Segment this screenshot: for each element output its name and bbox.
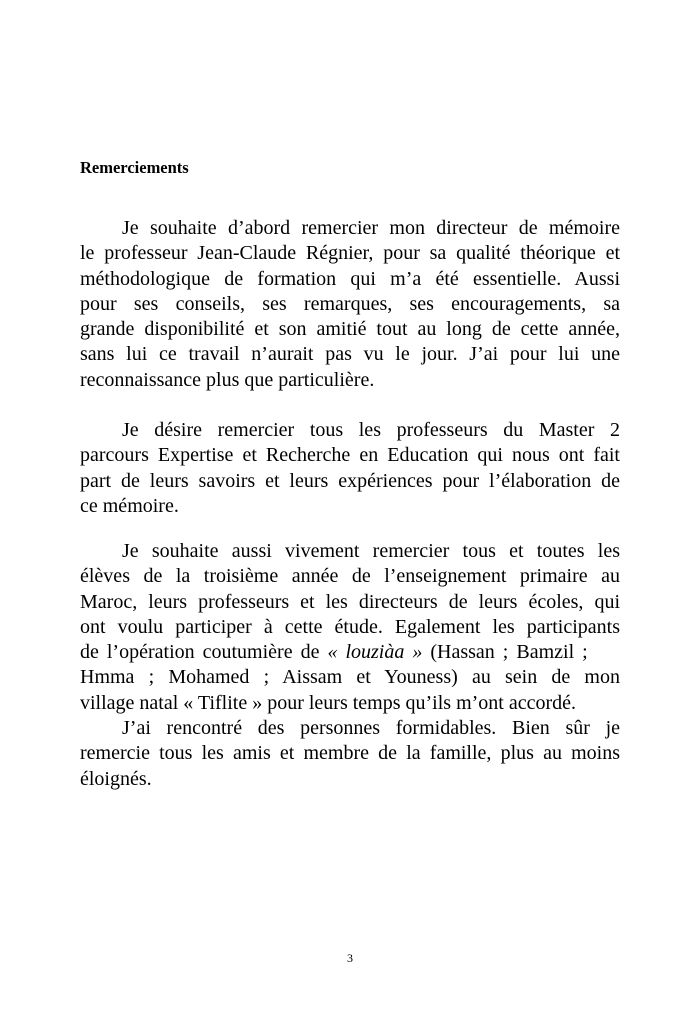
text-line: le professeur Jean-Claude Régnier, pour sa qualité théorique et: [80, 242, 620, 265]
italic-term: « louziàa »: [327, 641, 423, 664]
text-line: J’ai rencontré des personnes formidables. Bien sûr je: [122, 717, 620, 739]
paragraph-thanks-director: [80, 216, 620, 393]
text-line: élèves de la troisième année de l’enseignement primaire au: [80, 565, 620, 588]
text-span: de l’opération coutumière de: [80, 641, 328, 664]
paragraph-thanks-professors: [80, 418, 620, 519]
text-line: grande disponibilité et son amitié tout au long de cette année,: [80, 318, 620, 341]
paragraph-closing: [80, 716, 620, 792]
text-line: ce mémoire.: [80, 494, 179, 517]
text-line: Hmma ; Mohamed ; Aissam et Youness) au sein de mon: [80, 666, 620, 689]
text-line: sans lui ce travail n’aurait pas vu le jour. J’ai pour lui une: [80, 343, 620, 366]
text-line: ont voulu participer à cette étude. Egalement les participants: [80, 615, 620, 638]
text-line: [80, 640, 620, 665]
text-line: pour ses conseils, ses remarques, ses encouragements, sa: [80, 292, 620, 315]
text-line: Je souhaite aussi vivement remercier tous et toutes les: [122, 540, 620, 562]
text-line: parcours Expertise et Recherche en Education qui nous ont fait: [80, 444, 620, 467]
section-title: Remerciements: [80, 158, 189, 177]
text-line: part de leurs savoirs et leurs expériences pour l’élaboration de: [80, 469, 620, 492]
text-line: Je souhaite d’abord remercier mon directeur de mémoire: [122, 217, 620, 239]
text-line: Je désire remercier tous les professeurs du Master 2: [122, 419, 620, 441]
page-number: 3: [347, 951, 353, 965]
text-line: remercie tous les amis et membre de la famille, plus au moins: [80, 742, 620, 765]
text-line: reconnaissance plus que particulière.: [80, 368, 375, 391]
text-line: méthodologique de formation qui m’a été essentielle. Aussi: [80, 267, 620, 290]
text-span: (Hassan ; Bamzil ;: [422, 641, 588, 664]
text-line: village natal « Tiflite » pour leurs temps qu’ils m’ont accordé.: [80, 691, 577, 714]
text-line: Maroc, leurs professeurs et les directeurs de leurs écoles, qui: [80, 590, 620, 613]
paragraph-thanks-participants: [80, 539, 620, 716]
text-line: éloignés.: [80, 767, 152, 790]
